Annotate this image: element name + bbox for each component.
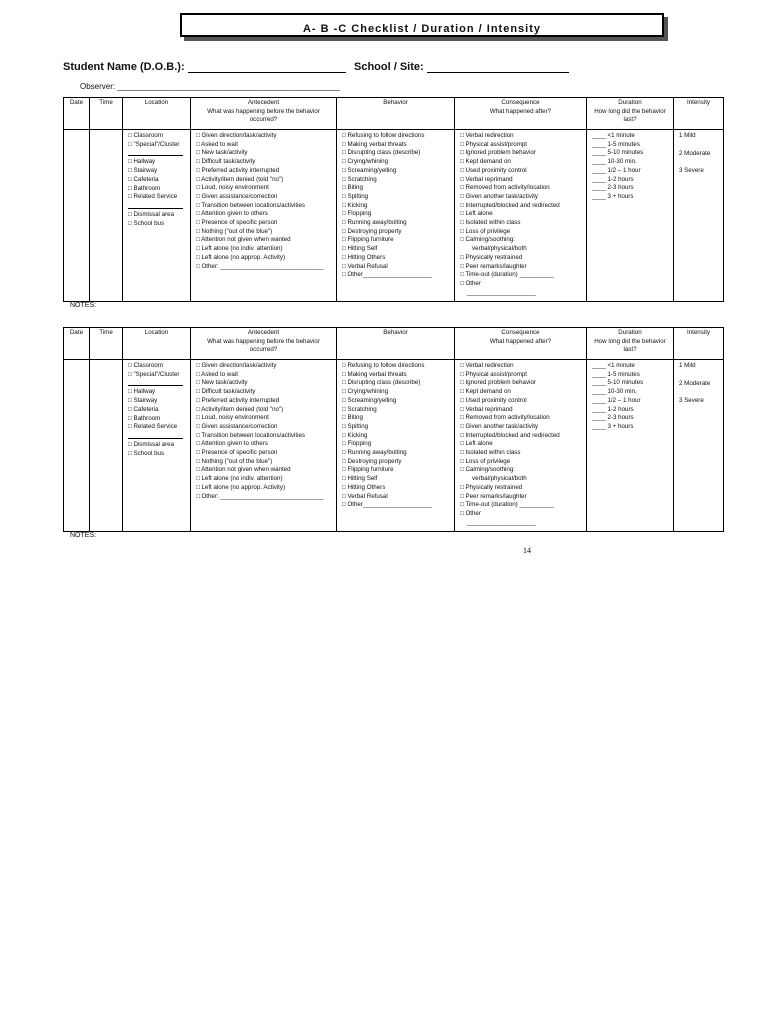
observer-label: Observer: (80, 82, 116, 91)
consequence-option[interactable]: □ Peer remarks/laughter (460, 492, 527, 500)
location-option[interactable]: □ "Special"/Cluster (128, 370, 180, 378)
antecedent-option[interactable]: □ Left alone (no approp. Activity) (196, 253, 286, 261)
antecedent-option-other[interactable]: □ Other: ______________________________ (196, 492, 324, 500)
location-option[interactable]: □ School bus (128, 449, 165, 457)
consequence-option[interactable]: □ Given another task/activity (460, 422, 539, 430)
antecedent-option[interactable]: □ Preferred activity interrupted (196, 396, 280, 404)
antecedent-subtitle: What was happening before the behavior occurred? (207, 107, 320, 124)
antecedent-option[interactable]: □ Difficult task/activity (196, 158, 256, 166)
consequence-cell (455, 360, 587, 532)
antecedent-header (191, 98, 337, 130)
antecedent-option[interactable]: □ Activity/item denied (told "no") (196, 405, 284, 413)
antecedent-cell (191, 360, 337, 532)
location-option[interactable]: □ Hallway (128, 158, 156, 166)
behavior-option[interactable]: □ Crying/whining (342, 388, 389, 396)
duration-option[interactable]: ____ 1/2 – 1 hour (592, 396, 641, 404)
antecedent-option[interactable]: □ New task/activity (196, 149, 248, 157)
time-header: Time (90, 328, 123, 360)
consequence-option[interactable]: □ Isolated within class (460, 449, 521, 457)
behavior-option[interactable]: □ Running away/bolting (342, 219, 407, 227)
intensity-header: Intensity (674, 328, 724, 360)
behavior-option-other[interactable]: □ Other____________________ (342, 501, 432, 509)
time-header: Time (90, 98, 123, 130)
consequence-other-blank[interactable]: ____________________ (460, 288, 536, 296)
consequence-option[interactable]: □ Calming/soothing: (460, 466, 515, 474)
antecedent-title: Antecedent (247, 329, 280, 336)
antecedent-option[interactable]: □ Left alone (no approp. Activity) (196, 483, 286, 491)
time-cell[interactable] (90, 360, 123, 532)
location-option[interactable]: □ Hallway (128, 388, 156, 396)
consequence-option-detail: verbal/physical/both (460, 245, 527, 253)
duration-cell (587, 360, 674, 532)
behavior-option[interactable]: □ Crying/whining (342, 158, 389, 166)
school-site-field[interactable] (354, 61, 569, 73)
location-option[interactable]: □ Cafeteria (128, 405, 159, 413)
intensity-option[interactable]: 2 Moderate (679, 149, 711, 157)
behavior-option[interactable]: □ Hitting Others (342, 253, 386, 261)
duration-option[interactable]: ____ 2-3 hours (592, 414, 634, 422)
antecedent-option[interactable]: □ Transition between locations/activities (196, 201, 305, 209)
consequence-option[interactable]: □ Left alone (460, 210, 493, 218)
consequence-option[interactable]: □ Verbal redirection (460, 362, 514, 369)
behavior-option[interactable]: □ Spitting (342, 422, 369, 430)
intensity-cell (674, 360, 724, 532)
date-cell[interactable] (64, 130, 90, 302)
location-option[interactable]: □ School bus (128, 219, 165, 227)
antecedent-option[interactable]: □ Given direction/task/activity (196, 362, 277, 369)
consequence-option[interactable]: □ Verbal reprimand (460, 405, 513, 413)
behavior-option[interactable]: □ Destroying property (342, 227, 402, 235)
consequence-option[interactable]: □ Time-out (duration) __________ (460, 271, 554, 279)
behavior-option[interactable]: □ Disrupting class (describe) (342, 379, 421, 387)
notes-label-2: NOTES: (70, 532, 97, 539)
location-option[interactable]: □ Dismissal area (128, 210, 175, 218)
antecedent-option[interactable]: □ Asked to wait (196, 140, 238, 148)
consequence-title: Consequence (501, 99, 540, 106)
behavior-option[interactable]: □ Screaming/yelling (342, 396, 397, 404)
location-blank[interactable] (128, 202, 183, 209)
consequence-option-other[interactable]: □ Other (460, 279, 481, 287)
page-number: 14 (523, 546, 531, 555)
antecedent-option[interactable]: □ Given assistance/correction (196, 422, 278, 430)
behavior-option[interactable]: □ Verbal Refusal (342, 492, 388, 500)
consequence-option[interactable]: □ Calming/soothing: (460, 236, 515, 244)
consequence-option[interactable]: □ Physical assist/prompt (460, 370, 528, 378)
behavior-option[interactable]: □ Hitting Self (342, 475, 378, 483)
antecedent-option[interactable]: □ Given direction/task/activity (196, 132, 277, 139)
intensity-cell (674, 130, 724, 302)
consequence-option[interactable]: □ Removed from activity/location (460, 184, 550, 192)
consequence-option[interactable]: □ Ignored problem behavior (460, 149, 536, 157)
antecedent-option[interactable]: □ Nothing ("out of the blue") (196, 457, 273, 465)
behavior-option[interactable]: □ Verbal Refusal (342, 262, 388, 270)
behavior-option[interactable]: □ Disrupting class (describe) (342, 149, 421, 157)
behavior-option[interactable]: □ Kicking (342, 431, 368, 439)
consequence-option[interactable]: □ Physically restrained (460, 483, 523, 491)
consequence-option[interactable]: □ Interrupted/blocked and redirected (460, 431, 560, 439)
time-cell[interactable] (90, 130, 123, 302)
header-row (64, 98, 724, 130)
abc-table-2 (63, 327, 724, 532)
duration-subtitle: How long did the behavior last? (594, 107, 666, 124)
consequence-option[interactable]: □ Loss of privilege (460, 457, 511, 465)
intensity-option[interactable]: 1 Mild (679, 132, 696, 139)
school-site-label: School / Site: (354, 61, 424, 73)
location-option[interactable]: □ Related Service (128, 193, 178, 201)
behavior-option[interactable]: □ Flipping furniture (342, 236, 394, 244)
antecedent-option[interactable]: □ Difficult task/activity (196, 388, 256, 396)
duration-subtitle: How long did the behavior last? (594, 337, 666, 354)
location-option[interactable]: □ Related Service (128, 423, 178, 431)
observer-blank[interactable]: __________________________________________________ (117, 82, 340, 91)
behavior-option[interactable]: □ Biting (342, 184, 363, 192)
duration-option[interactable]: ____ <1 minute (592, 362, 635, 369)
observer-field[interactable] (80, 82, 340, 91)
location-option[interactable]: □ "Special"/Cluster (128, 140, 180, 148)
duration-option[interactable]: ____ 1-5 minutes (592, 370, 640, 378)
antecedent-option[interactable]: □ Loud, noisy environment (196, 414, 269, 422)
location-option[interactable]: □ Classroom (128, 362, 164, 369)
duration-cell (587, 130, 674, 302)
date-header: Date (64, 328, 90, 360)
consequence-other-blank[interactable]: ____________________ (460, 518, 536, 526)
duration-option[interactable]: ____ 5-10 minutes (592, 149, 644, 157)
duration-title: Duration (618, 99, 642, 106)
consequence-option[interactable]: □ Kept demand on (460, 158, 511, 166)
consequence-option[interactable]: □ Time-out (duration) __________ (460, 501, 554, 509)
behavior-header: Behavior (337, 328, 455, 360)
duration-option[interactable]: ____ 2-3 hours (592, 184, 634, 192)
behavior-cell (337, 130, 455, 302)
consequence-option[interactable]: □ Interrupted/blocked and redirected (460, 201, 560, 209)
consequence-option-other[interactable]: □ Other (460, 509, 481, 517)
antecedent-option[interactable]: □ Attention given to others (196, 210, 268, 218)
location-cell (123, 360, 191, 532)
duration-option[interactable]: ____ 3 + hours (592, 422, 634, 430)
behavior-option[interactable]: □ Hitting Others (342, 483, 386, 491)
antecedent-title: Antecedent (247, 99, 280, 106)
intensity-option[interactable]: 1 Mild (679, 362, 696, 369)
school-site-blank[interactable] (427, 62, 569, 73)
consequence-option[interactable]: □ Kept demand on (460, 388, 511, 396)
duration-header (587, 98, 674, 130)
consequence-cell (455, 130, 587, 302)
location-blank[interactable] (128, 379, 183, 386)
duration-option[interactable]: ____ 10-30 min. (592, 158, 637, 166)
form-title-box (180, 13, 664, 37)
duration-option[interactable]: ____ 1-2 hours (592, 175, 634, 183)
duration-option[interactable]: ____ 10-30 min. (592, 388, 637, 396)
consequence-header (455, 98, 587, 130)
intensity-option[interactable]: 2 Moderate (679, 379, 711, 387)
location-header: Location (123, 328, 191, 360)
consequence-option[interactable]: □ Ignored problem behavior (460, 379, 536, 387)
location-option[interactable]: □ Bathroom (128, 414, 161, 422)
location-option[interactable]: □ Bathroom (128, 184, 161, 192)
intensity-option[interactable]: 3 Severe (679, 397, 704, 405)
consequence-subtitle: What happened after? (489, 337, 552, 345)
antecedent-option[interactable]: □ Nothing ("out of the blue") (196, 227, 273, 235)
consequence-option[interactable]: □ Isolated within class (460, 219, 521, 227)
consequence-option[interactable]: □ Peer remarks/laughter (460, 262, 527, 270)
duration-title: Duration (618, 329, 642, 336)
behavior-option[interactable]: □ Scratching (342, 405, 377, 413)
intensity-header: Intensity (674, 98, 724, 130)
duration-option[interactable]: ____ 5-10 minutes (592, 379, 644, 387)
behavior-option[interactable]: □ Biting (342, 414, 363, 422)
location-option[interactable]: □ Stairway (128, 167, 158, 175)
location-option[interactable]: □ Classroom (128, 132, 164, 139)
antecedent-option[interactable]: □ Asked to wait (196, 370, 238, 378)
behavior-option[interactable]: □ Refusing to follow directions (342, 362, 425, 369)
duration-option[interactable]: ____ 1-2 hours (592, 405, 634, 413)
behavior-option[interactable]: □ Running away/bolting (342, 449, 407, 457)
header-row (64, 328, 724, 360)
duration-option[interactable]: ____ 1-5 minutes (592, 140, 640, 148)
intensity-option[interactable]: 3 Severe (679, 167, 704, 175)
behavior-option[interactable]: □ Making verbal threats (342, 370, 407, 378)
behavior-header: Behavior (337, 98, 455, 130)
abc-table-1 (63, 97, 724, 302)
form-title: A- B -C Checklist / Duration / Intensity (302, 23, 542, 35)
consequence-option[interactable]: □ Physically restrained (460, 253, 523, 261)
antecedent-option[interactable]: □ Presence of specific person (196, 219, 278, 227)
location-header: Location (123, 98, 191, 130)
behavior-cell (337, 360, 455, 532)
entry-row (64, 360, 724, 532)
antecedent-option[interactable]: □ New task/activity (196, 379, 248, 387)
notes-label-1: NOTES: (70, 302, 97, 309)
antecedent-option[interactable]: □ Preferred activity interrupted (196, 166, 280, 174)
duration-option[interactable]: ____ <1 minute (592, 132, 635, 139)
consequence-title: Consequence (501, 329, 540, 336)
location-blank[interactable] (128, 432, 183, 439)
antecedent-option[interactable]: □ Attention given to others (196, 440, 268, 448)
behavior-option[interactable]: □ Hitting Self (342, 245, 378, 253)
behavior-option[interactable]: □ Making verbal threats (342, 140, 407, 148)
student-name-field[interactable] (63, 61, 346, 73)
consequence-option[interactable]: □ Loss of privilege (460, 227, 511, 235)
behavior-option[interactable]: □ Flopping (342, 440, 372, 448)
location-blank[interactable] (128, 149, 183, 156)
duration-option[interactable]: ____ 1/2 – 1 hour (592, 166, 641, 174)
consequence-option[interactable]: □ Used proximity control (460, 396, 527, 404)
antecedent-option[interactable]: □ Given assistance/correction (196, 192, 278, 200)
date-header: Date (64, 98, 90, 130)
location-option[interactable]: □ Dismissal area (128, 440, 175, 448)
student-name-label: Student Name (D.O.B.): (63, 61, 185, 73)
behavior-option[interactable]: □ Destroying property (342, 457, 402, 465)
entry-row (64, 130, 724, 302)
antecedent-option[interactable]: □ Left alone (no indiv. attention) (196, 475, 283, 483)
behavior-option[interactable]: □ Flipping furniture (342, 466, 394, 474)
behavior-option-other[interactable]: □ Other____________________ (342, 271, 432, 279)
antecedent-option[interactable]: □ Presence of specific person (196, 449, 278, 457)
behavior-option[interactable]: □ Scratching (342, 175, 377, 183)
location-option[interactable]: □ Cafeteria (128, 175, 159, 183)
antecedent-subtitle: What was happening before the behavior occurred? (207, 337, 320, 354)
consequence-header (455, 328, 587, 360)
antecedent-option[interactable]: □ Activity/item denied (told "no") (196, 175, 284, 183)
antecedent-cell (191, 130, 337, 302)
antecedent-option[interactable]: □ Attention not given when wanted (196, 466, 291, 474)
location-cell (123, 130, 191, 302)
antecedent-option[interactable]: □ Left alone (no indiv. attention) (196, 245, 283, 253)
antecedent-option[interactable]: □ Transition between locations/activities (196, 431, 305, 439)
consequence-option-detail: verbal/physical/both (460, 475, 527, 483)
consequence-option[interactable]: □ Physical assist/prompt (460, 140, 528, 148)
antecedent-header (191, 328, 337, 360)
consequence-option[interactable]: □ Verbal redirection (460, 132, 514, 139)
date-cell[interactable] (64, 360, 90, 532)
location-option[interactable]: □ Stairway (128, 397, 158, 405)
behavior-option[interactable]: □ Spitting (342, 192, 369, 200)
consequence-option[interactable]: □ Given another task/activity (460, 192, 539, 200)
consequence-option[interactable]: □ Removed from activity/location (460, 414, 550, 422)
behavior-option[interactable]: □ Flopping (342, 210, 372, 218)
consequence-option[interactable]: □ Used proximity control (460, 166, 527, 174)
duration-option[interactable]: ____ 3 + hours (592, 192, 634, 200)
antecedent-option[interactable]: □ Attention not given when wanted (196, 236, 291, 244)
consequence-option[interactable]: □ Left alone (460, 440, 493, 448)
behavior-option[interactable]: □ Screaming/yelling (342, 166, 397, 174)
behavior-option[interactable]: □ Kicking (342, 201, 368, 209)
consequence-subtitle: What happened after? (489, 107, 552, 115)
consequence-option[interactable]: □ Verbal reprimand (460, 175, 513, 183)
antecedent-option-other[interactable]: □ Other: ______________________________ (196, 262, 324, 270)
behavior-option[interactable]: □ Refusing to follow directions (342, 132, 425, 139)
duration-header (587, 328, 674, 360)
antecedent-option[interactable]: □ Loud, noisy environment (196, 184, 269, 192)
student-name-blank[interactable] (188, 62, 346, 73)
